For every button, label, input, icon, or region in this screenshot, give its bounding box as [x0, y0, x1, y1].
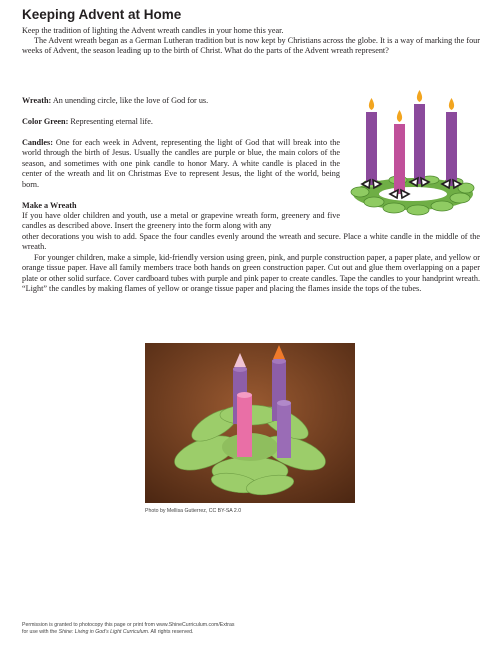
photo-caption: Photo by Mellisa Gutierrez, CC BY-SA 2.0	[145, 508, 242, 514]
intro-paragraph: The Advent wreath began as a German Lutheran tradition but is now kept by Christians across the globe. It is a way of marking the four weeks of Advent, the season leading up to the birth of Christ. What do the parts of the Advent wreath represent?	[22, 36, 480, 56]
candle-pink	[394, 110, 405, 194]
make-wreath-kids-paragraph: For younger children, make a simple, kid-friendly version using green, pink, and purple construction paper, a paper plate, and yellow or orange tissue paper. Have all family members trace both hands on green construction paper. Cut out and glue them overlapping on a paper plate or other solid surface. Cover cardboard tubes with purple and pink paper to create candles. Tape the candles to your handprint wreath. “Light” the candles by making flames of yellow or orange tissue paper and placing the flames inside the tops of the tubes.	[22, 253, 480, 294]
make-wreath-paragraph-cont: other decorations you wish to add. Space the four candles evenly around the wreath and secure. Place a white candle in the middle of the wreath.	[22, 232, 480, 252]
permission-footer	[22, 622, 235, 636]
definition-term: Color Green:	[22, 117, 69, 126]
definition-candles	[22, 138, 340, 190]
footer-line: Permission is granted to photocopy this page or print from www.ShineCurriculum.com/Extras	[22, 622, 235, 628]
definition-text: One for each week in Advent, representing the light of God that will break into the world through the birth of Jesus. Usually the candles are purple or blue, the main colors of the season, and sometimes with one pink candle to honor Mary. A white candle is placed in the center of the wreath and lit on Christmas Eve to represent Jesus, the light of the world, being born.	[22, 138, 340, 189]
definition-color-green	[22, 117, 340, 127]
make-wreath-paragraph: If you have older children and youth, use a metal or grapevine wreath form, greenery and five candles as described above. Insert the greenery into the form along with any	[22, 211, 340, 231]
definition-term: Candles:	[22, 138, 53, 147]
candle-purple-left	[366, 98, 377, 185]
advent-wreath-illustration	[348, 90, 478, 220]
definition-text: An unending circle, like the love of God for us.	[51, 96, 209, 105]
candle-purple-right	[446, 98, 457, 186]
definition-wreath	[22, 96, 340, 106]
footer-text: . All rights reserved.	[147, 629, 194, 635]
page-title: Keeping Advent at Home	[22, 7, 182, 22]
handprint-wreath-photo	[145, 343, 355, 503]
curriculum-name: Shine: Living in God’s Light Curriculum	[58, 629, 148, 635]
definition-term: Wreath:	[22, 96, 52, 105]
footer-text: for use with the	[22, 629, 59, 635]
make-wreath-heading: Make a Wreath	[22, 201, 77, 210]
intro-line: Keep the tradition of lighting the Advent wreath candles in your home this year.	[22, 26, 284, 35]
definition-text: Representing eternal life.	[68, 117, 153, 126]
footer-line	[22, 629, 235, 636]
candle-purple-center	[414, 90, 425, 184]
